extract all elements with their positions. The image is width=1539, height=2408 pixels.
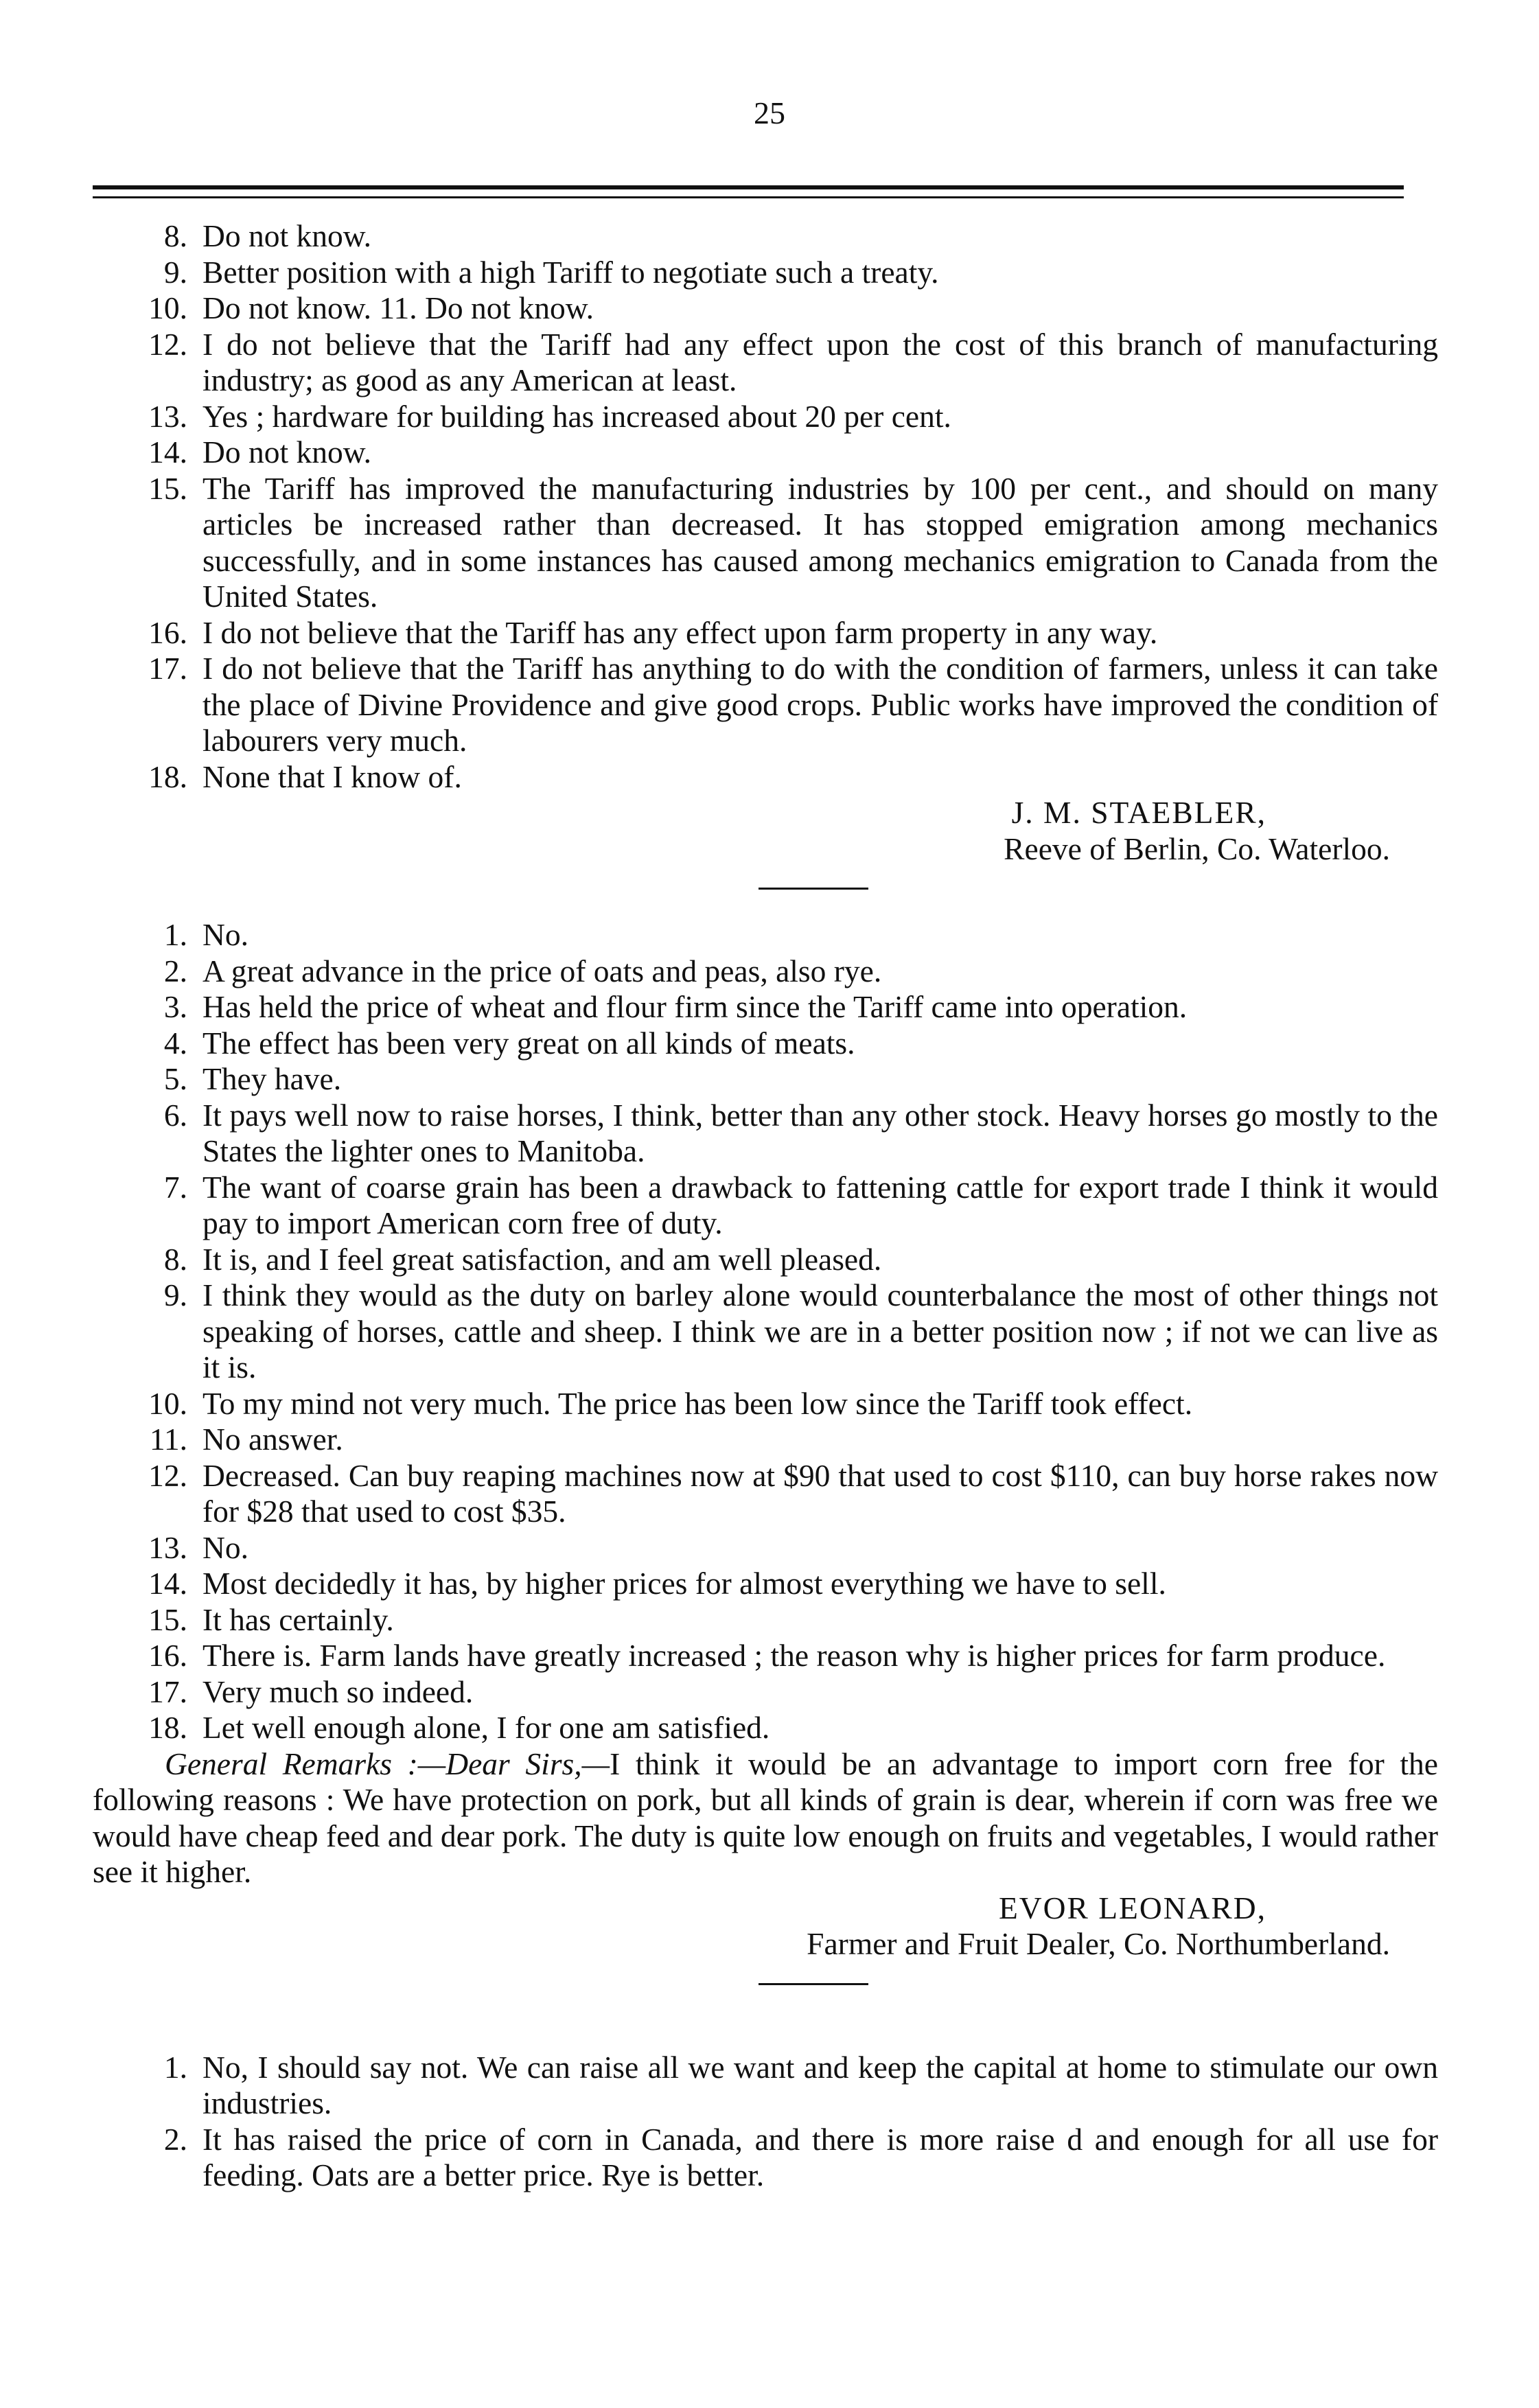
answer-number: 12. — [148, 326, 187, 362]
answer-number: 16. — [148, 614, 187, 650]
section-gap — [93, 2013, 1438, 2050]
answer-text: Do not know. — [202, 218, 372, 253]
answer-item — [93, 1277, 1438, 1386]
response-section-leonard — [93, 917, 1438, 1963]
response-section-third — [93, 2050, 1438, 2194]
page-content — [93, 218, 1438, 2194]
signature-title: Reeve of Berlin, Co. Waterloo. — [1004, 831, 1390, 866]
answer-number: 9. — [163, 1277, 187, 1312]
answer-item — [93, 471, 1438, 615]
answer-item — [93, 290, 1438, 327]
answer-item — [93, 1566, 1438, 1602]
answer-text: It has certainly. — [202, 1601, 394, 1637]
answer-number: 8. — [163, 1241, 187, 1277]
answer-text: It has raised the price of corn in Canada, and there is more raise d and enough for all use for feeding. Oats are a better price. Rye is better. — [202, 2121, 1438, 2192]
section-divider — [759, 1983, 868, 1985]
answer-text: I do not believe that the Tariff has anything to do with the condition of farmers, unless it can take the place of Divine Providence and give good crops. Public works have improved the condition of labourers very much. — [202, 651, 1438, 758]
answer-text: Decreased. Can buy reaping machines now at $90 that used to cost $110, can buy horse rakes now for $28 that used to cost $35. — [202, 1457, 1438, 1529]
answer-number: 2. — [163, 953, 187, 988]
answer-number: 10. — [148, 1385, 187, 1421]
answer-number: 7. — [163, 1169, 187, 1205]
answer-text: Most decidedly it has, by higher prices for almost everything we have to sell. — [202, 1566, 1166, 1601]
answer-number: 10. — [148, 290, 187, 325]
answer-text: Better position with a high Tariff to negotiate such a treaty. — [202, 254, 939, 290]
answer-number: 9. — [163, 254, 187, 290]
answer-text: I think they would as the duty on barley alone would counterbalance the most of other things not speaking of horses, cattle and sheep. I think we are in a better position now ; if not we can live as it is. — [202, 1277, 1438, 1385]
answer-text: Has held the price of wheat and flour firm since the Tariff came into operation. — [202, 989, 1188, 1024]
signature-block — [93, 795, 1438, 867]
answer-number: 15. — [148, 470, 187, 506]
answer-text: Do not know. 11. Do not know. — [202, 290, 594, 325]
answer-number: 17. — [148, 1674, 187, 1709]
answer-number: 6. — [163, 1097, 187, 1133]
answer-item — [93, 1422, 1438, 1458]
answer-number: 3. — [163, 989, 187, 1024]
answer-text: The effect has been very great on all kinds of meats. — [202, 1025, 855, 1061]
answer-text: They have. — [202, 1061, 342, 1096]
answer-item — [93, 218, 1438, 255]
answer-item — [93, 953, 1438, 990]
answer-text: I do not believe that the Tariff has any effect upon farm property in any way. — [202, 614, 1158, 650]
answer-text: It is, and I feel great satisfaction, and am well pleased. — [202, 1241, 882, 1277]
answer-number: 11. — [149, 1422, 187, 1457]
answer-number: 13. — [148, 398, 187, 434]
signature-name: EVOR LEONARD, — [999, 1890, 1266, 1925]
answer-number: 17. — [148, 651, 187, 686]
answer-item — [93, 435, 1438, 471]
answer-number: 1. — [163, 917, 187, 952]
signature-block — [93, 1890, 1438, 1963]
answer-number: 1. — [163, 2049, 187, 2085]
section-divider — [759, 888, 868, 890]
answer-item — [93, 2122, 1438, 2194]
answer-item — [93, 615, 1438, 651]
answer-text: The want of coarse grain has been a drawback to fattening cattle for export trade I think it would pay to import American corn free of duty. — [202, 1169, 1438, 1240]
answer-text: No, I should say not. We can raise all we want and keep the capital at home to stimulate our own industries. — [202, 2049, 1438, 2120]
answer-text: No answer. — [202, 1422, 343, 1457]
answer-number: 4. — [163, 1025, 187, 1061]
answer-item — [93, 327, 1438, 399]
answer-number: 16. — [148, 1638, 187, 1673]
answer-text: The Tariff has improved the manufacturing industries by 100 per cent., and should on many articles be increased rather than decreased. It has stopped emigration among mechanics successfully, and in some instances has caused among mechanics emigration to Canada from the United States. — [202, 470, 1438, 614]
answer-text: No. — [202, 1529, 248, 1565]
answer-item — [93, 917, 1438, 953]
answer-number: 13. — [148, 1529, 187, 1565]
answer-item — [93, 1674, 1438, 1711]
remarks-text: I think it would be an advantage to import corn free for the following reasons : We have protection on pork, but all kinds of grain is dear, wherein if corn was free we would have cheap feed and dear pork. The duty is quite low enough on fruits and vegetables, I would rather see it higher. — [93, 1746, 1438, 1889]
signature-name: J. M. STAEBLER, — [1011, 795, 1266, 830]
signature-title: Farmer and Fruit Dealer, Co. Northumberland. — [807, 1926, 1390, 1961]
answer-item — [93, 1026, 1438, 1062]
answer-number: 5. — [163, 1061, 187, 1096]
answer-number: 8. — [163, 218, 187, 253]
response-section-staebler — [93, 218, 1438, 867]
answer-number: 14. — [148, 435, 187, 470]
answer-item — [93, 1242, 1438, 1278]
answer-item — [93, 651, 1438, 759]
answer-item — [93, 1458, 1438, 1530]
answer-text: Do not know. — [202, 435, 372, 470]
answer-text: Yes ; hardware for building has increased about 20 per cent. — [202, 398, 951, 434]
page-number: 25 — [754, 95, 785, 130]
answer-text: A great advance in the price of oats and peas, also rye. — [202, 953, 882, 988]
answer-text: Let well enough alone, I for one am satisfied. — [202, 1710, 770, 1745]
answer-item — [93, 1530, 1438, 1566]
answer-text: I do not believe that the Tariff had any effect upon the cost of this branch of manufacturing industry; as good as any American at least. — [202, 326, 1438, 397]
answer-text: None that I know of. — [202, 759, 462, 794]
remarks-label: General Remarks :—Dear Sirs,— — [165, 1746, 610, 1781]
answer-text: To my mind not very much. The price has been low since the Tariff took effect. — [202, 1385, 1193, 1421]
answer-number: 2. — [163, 2121, 187, 2157]
answer-item — [93, 989, 1438, 1026]
answer-item — [93, 1710, 1438, 1746]
answer-item — [93, 1061, 1438, 1098]
answer-text: Very much so indeed. — [202, 1674, 474, 1709]
answer-number: 14. — [148, 1566, 187, 1601]
answer-item — [93, 1386, 1438, 1422]
general-remarks — [93, 1746, 1438, 1890]
answer-text: No. — [202, 917, 248, 952]
answer-item — [93, 1602, 1438, 1639]
answer-item — [93, 1638, 1438, 1674]
answer-item — [93, 759, 1438, 796]
answer-text: It pays well now to raise horses, I think, better than any other stock. Heavy horses go mostly to the States the lighter ones to Manitoba. — [202, 1097, 1438, 1168]
answer-text: There is. Farm lands have greatly increased ; the reason why is higher prices for farm produce. — [202, 1638, 1386, 1673]
header-rule — [93, 185, 1404, 198]
answer-item — [93, 255, 1438, 291]
answer-number: 18. — [148, 1710, 187, 1745]
answer-number: 18. — [148, 759, 187, 794]
answer-item — [93, 1170, 1438, 1242]
answer-number: 15. — [148, 1601, 187, 1637]
answer-number: 12. — [148, 1457, 187, 1493]
answer-item — [93, 2050, 1438, 2122]
answer-item — [93, 1098, 1438, 1170]
answer-item — [93, 399, 1438, 435]
